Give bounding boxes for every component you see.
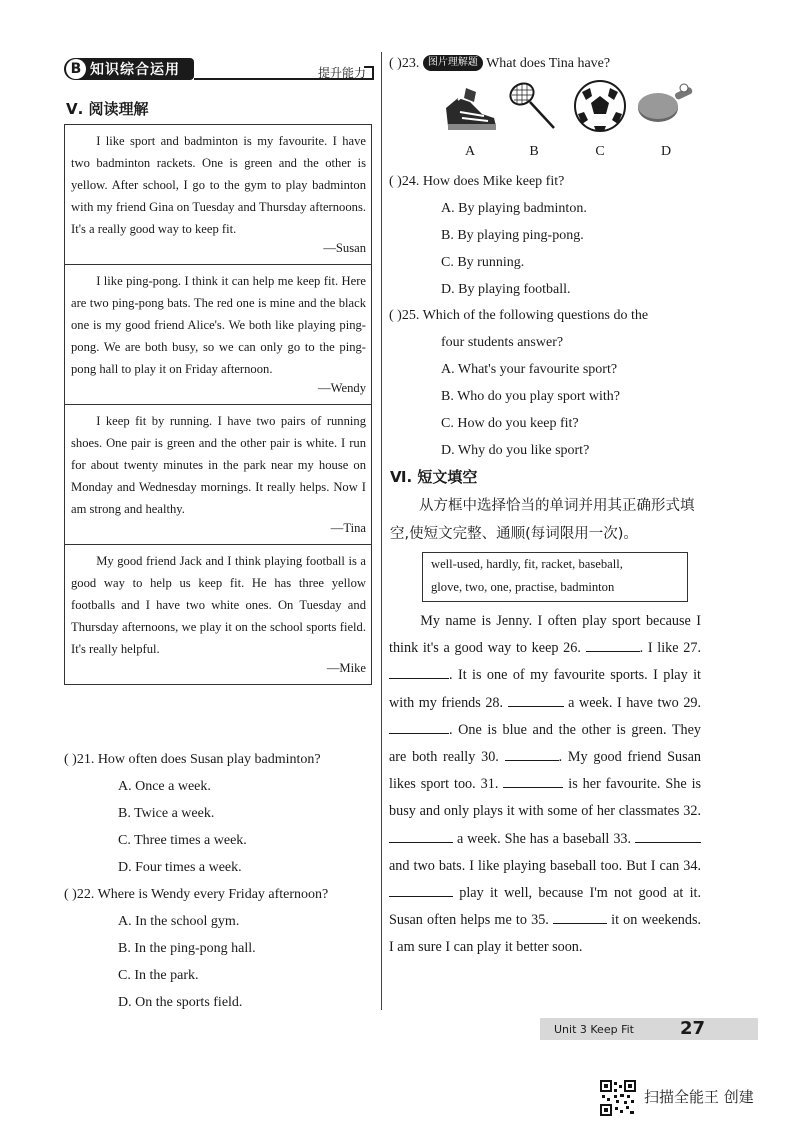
question-stem: ( )21. How often does Susan play badminton? bbox=[64, 752, 321, 767]
question-stem: ( )25. Which of the following questions do the bbox=[389, 308, 649, 323]
running-shoes-icon bbox=[440, 78, 500, 138]
passage-wendy bbox=[65, 265, 371, 405]
word-box bbox=[422, 552, 688, 602]
blank-number: 32. bbox=[683, 803, 702, 820]
option-b: B. In the ping-pong hall. bbox=[118, 941, 256, 956]
passage-mike bbox=[65, 545, 371, 684]
option-c: C. In the park. bbox=[118, 968, 199, 983]
blank-29[interactable] bbox=[389, 719, 449, 734]
question-stem: ( )22. Where is Wendy every Friday afternoon? bbox=[64, 887, 329, 902]
question-stem: What does Tina have? bbox=[486, 56, 611, 71]
passage-susan bbox=[65, 125, 371, 265]
cloze-text: My name is Jenny. I often play sport because I think it's a good way to keep bbox=[389, 613, 701, 657]
option-c: C. Three times a week. bbox=[118, 833, 247, 848]
corner-mark bbox=[364, 66, 374, 80]
ping-pong-bat-icon bbox=[636, 78, 696, 138]
passage-signature: —Mike bbox=[326, 661, 366, 675]
blank-31[interactable] bbox=[503, 773, 563, 788]
page-number: 27 bbox=[680, 1018, 706, 1039]
badminton-racket-icon bbox=[504, 78, 564, 138]
label-b: B bbox=[529, 144, 539, 159]
cloze-text: . I like bbox=[639, 640, 679, 657]
blank-35[interactable] bbox=[553, 909, 607, 924]
passage-signature: —Tina bbox=[330, 521, 366, 535]
option-d: D. Four times a week. bbox=[118, 860, 242, 875]
passage-text: I keep fit by running. I have two pairs of running shoes. One pair is green and the other pair is white. I run for about twenty minutes in the park near my house on Monday and Wednesday mornings. It really helps. Now I am strong and healthy. bbox=[71, 414, 366, 516]
blank-32[interactable] bbox=[389, 828, 453, 843]
badge-b-icon: B bbox=[66, 59, 86, 79]
option-a: A. What's your favourite sport? bbox=[441, 362, 618, 377]
cloze-text: . One is blue and the other is green. They are both really bbox=[389, 721, 701, 766]
cloze-text: . It is one of my favourite sports. I play it with my friends bbox=[389, 667, 701, 711]
football-icon bbox=[570, 78, 630, 138]
header-title: 知识综合运用 bbox=[90, 62, 180, 78]
option-d: D. By playing football. bbox=[441, 282, 571, 297]
option-c: C. How do you keep fit? bbox=[441, 416, 579, 431]
cloze-passage bbox=[389, 608, 701, 962]
cloze-text: play it well, because I'm not good at it. Susan often helps me to bbox=[389, 885, 702, 929]
column-divider bbox=[381, 52, 382, 1010]
option-b: B. Twice a week. bbox=[118, 806, 215, 821]
blank-34[interactable] bbox=[389, 882, 453, 897]
passages-box bbox=[64, 124, 372, 685]
label-d: D bbox=[660, 144, 672, 159]
passage-signature: —Susan bbox=[323, 241, 366, 255]
passage-text: I like sport and badminton is my favourite. I have two badminton rackets. One is green and the other is yellow. After school, I go to the gym to play badminton with my friend Gina on Tuesday and Thursday afternoons. It's a really good way to keep fit. bbox=[71, 134, 366, 236]
option-d: D. On the sports field. bbox=[118, 995, 243, 1010]
blank-number: 30. bbox=[481, 749, 499, 766]
cloze-text: and two bats. I like playing baseball too. But I can bbox=[389, 857, 680, 874]
blank-28[interactable] bbox=[508, 692, 564, 707]
blank-number: 33. bbox=[613, 830, 632, 847]
passage-text: My good friend Jack and I think playing football is a good way to help us keep fit. He has three yellow footballs and I have two white ones. On Tuesday and Thursday afternoons, we play it on the school sports field. It's really helpful. bbox=[71, 554, 366, 656]
cloze-text: is her favourite. She is busy and only plays it with some of her classmates bbox=[389, 776, 702, 820]
blank-number: 35. bbox=[531, 912, 549, 929]
section6-instruction: 从方框中选择恰当的单词并用其正确形式填空,使短文完整、通顺(每词限用一次)。 bbox=[390, 498, 695, 542]
blank-number: 31. bbox=[480, 776, 499, 793]
section-header bbox=[64, 56, 374, 84]
option-a: A. Once a week. bbox=[118, 779, 211, 794]
question-24 bbox=[389, 168, 701, 303]
blank-number: 27. bbox=[683, 640, 701, 657]
blank-30[interactable] bbox=[505, 746, 559, 761]
label-a: A bbox=[464, 144, 476, 159]
header-tag: 提升能力 bbox=[317, 66, 366, 80]
label-c: C bbox=[595, 144, 605, 159]
qr-code-icon bbox=[600, 1080, 636, 1116]
section5-title: Ⅴ. 阅读理解 bbox=[66, 100, 149, 118]
option-a: A. By playing badminton. bbox=[441, 201, 587, 216]
section6-title: Ⅵ. 短文填空 bbox=[390, 468, 478, 486]
page-footer bbox=[540, 1018, 758, 1040]
blank-number: 26. bbox=[563, 640, 581, 657]
cloze-text: a week. She has a baseball bbox=[456, 830, 610, 847]
question-stem-line2: four students answer? bbox=[441, 335, 564, 350]
option-d: D. Why do you like sport? bbox=[441, 443, 590, 458]
blank-number: 29. bbox=[683, 694, 702, 711]
passage-signature: —Wendy bbox=[318, 381, 366, 395]
blank-26[interactable] bbox=[586, 637, 640, 652]
option-b: B. By playing ping-pong. bbox=[441, 228, 584, 243]
picture-options bbox=[440, 78, 700, 168]
scanner-watermark: 扫描全能王 创建 bbox=[644, 1088, 754, 1106]
blank-33[interactable] bbox=[635, 828, 701, 843]
blank-27[interactable] bbox=[389, 664, 449, 679]
cloze-text: a week. I have two bbox=[568, 694, 679, 711]
passage-text: I like ping-pong. I think it can help me keep fit. Here are two ping-pong bats. The red one is mine and the black one is my good friend Alice's. We both like playing ping-pong. We are both busy, so we can only go to the ping-pong hall to play it on Friday afternoon. bbox=[71, 274, 366, 376]
option-c: C. By running. bbox=[441, 255, 525, 270]
picture-question-badge: 图片理解题 bbox=[423, 55, 483, 71]
word-box-line1: well-used, hardly, fit, racket, baseball, bbox=[431, 557, 623, 571]
question-21 bbox=[64, 746, 376, 881]
passage-tina bbox=[65, 405, 371, 545]
cloze-text: it on weekends. I am sure I can play it better soon. bbox=[389, 912, 702, 956]
blank-number: 34. bbox=[683, 857, 701, 874]
option-b: B. Who do you play sport with? bbox=[441, 389, 621, 404]
question-25 bbox=[389, 302, 701, 464]
question-stem: ( )24. How does Mike keep fit? bbox=[389, 174, 565, 189]
question-23 bbox=[389, 50, 701, 77]
option-a: A. In the school gym. bbox=[118, 914, 240, 929]
cloze-text: . My good friend Susan likes sport too. bbox=[389, 749, 702, 793]
unit-label: Unit 3 Keep Fit bbox=[554, 1023, 634, 1036]
blank-number: 28. bbox=[485, 694, 504, 711]
question-stem-prefix: ( )23. bbox=[389, 56, 420, 71]
word-box-line2: glove, two, one, practise, badminton bbox=[431, 580, 615, 594]
question-22 bbox=[64, 881, 376, 1016]
